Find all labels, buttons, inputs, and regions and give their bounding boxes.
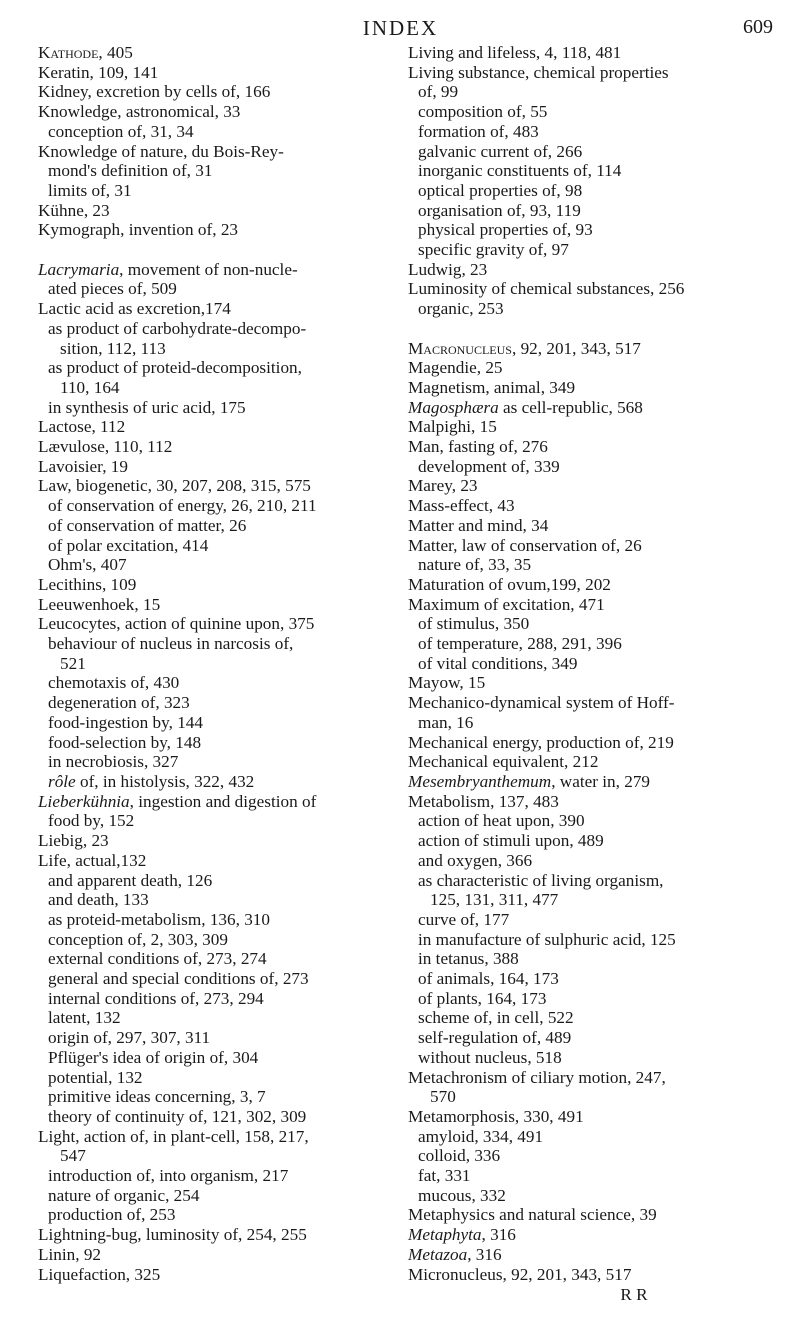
index-entry: of conservation of matter, 26 xyxy=(48,515,247,535)
index-entry: introduction of, into organism, 217 xyxy=(48,1166,289,1186)
index-entry: Metaphysics and natural science, 39 xyxy=(408,1205,657,1225)
index-entry: Lavoisier, 19 xyxy=(38,456,128,476)
index-entry: fat, 331 xyxy=(418,1166,471,1186)
index-entry: Lieberkühnia, ingestion and digestion of xyxy=(38,791,317,811)
index-entry: in manufacture of sulphuric acid, 125 xyxy=(418,929,676,949)
index-entry: primitive ideas concerning, 3, 7 xyxy=(48,1087,266,1107)
index-entry: Maximum of excitation, 471 xyxy=(408,594,605,614)
index-entry: Keratin, 109, 141 xyxy=(38,62,159,82)
index-entry: Lightning-bug, luminosity of, 254, 255 xyxy=(38,1225,307,1245)
index-entry: sition, 112, 113 xyxy=(60,338,166,358)
index-entry: Mechanico-dynamical system of Hoff- xyxy=(408,693,675,713)
index-entry: without nucleus, 518 xyxy=(418,1047,562,1067)
index-entry: Metabolism, 137, 483 xyxy=(408,791,559,811)
index-entry: Matter and mind, 34 xyxy=(408,515,549,535)
index-column-right xyxy=(408,43,780,1305)
index-entry: as product of proteid-decomposition, xyxy=(48,358,302,378)
index-entry: latent, 132 xyxy=(48,1008,121,1028)
index-entry: Law, biogenetic, 30, 207, 208, 315, 575 xyxy=(38,476,311,496)
index-entry: Lactose, 112 xyxy=(38,417,126,437)
index-entry: as proteid-metabolism, 136, 310 xyxy=(48,909,270,929)
index-entry: Metaphyta, 316 xyxy=(408,1225,516,1245)
index-entry: action of heat upon, 390 xyxy=(418,811,585,831)
index-entry: nature of organic, 254 xyxy=(48,1185,200,1205)
index-entry: ated pieces of, 509 xyxy=(48,279,177,299)
index-entry: Man, fasting of, 276 xyxy=(408,437,548,457)
index-entry: curve of, 177 xyxy=(418,909,510,929)
index-entry: Mechanical energy, production of, 219 xyxy=(408,732,674,752)
index-entry: Mechanical equivalent, 212 xyxy=(408,752,599,772)
index-entry: Lecithins, 109 xyxy=(38,574,137,594)
index-entry: Marey, 23 xyxy=(408,476,478,496)
index-entry: production of, 253 xyxy=(48,1205,176,1225)
index-entry: Metamorphosis, 330, 491 xyxy=(408,1106,584,1126)
index-entry: 521 xyxy=(60,653,86,673)
index-entry: Matter, law of conservation of, 26 xyxy=(408,535,642,555)
index-entry: galvanic current of, 266 xyxy=(418,141,583,161)
page-title: INDEX xyxy=(362,16,439,40)
index-entry: Metazoa, 316 xyxy=(408,1244,502,1264)
index-entry: action of stimuli upon, 489 xyxy=(418,831,604,851)
index-entry: Macronucleus, 92, 201, 343, 517 xyxy=(408,338,641,358)
entry-gap xyxy=(408,319,780,339)
index-entry: Magnetism, animal, 349 xyxy=(408,377,576,397)
index-entry: Life, actual,132 xyxy=(38,850,147,870)
index-entry: colloid, 336 xyxy=(418,1146,501,1166)
index-entry: limits of, 31 xyxy=(48,180,132,200)
index-entry: Mayow, 15 xyxy=(408,673,486,693)
index-entry: Light, action of, in plant-cell, 158, 217, xyxy=(38,1126,309,1146)
index-entry: 125, 131, 311, 477 xyxy=(430,890,559,910)
index-entry: Kymograph, invention of, 23 xyxy=(38,220,239,240)
index-entry: inorganic constituents of, 114 xyxy=(418,161,622,181)
page-number: 609 xyxy=(743,16,773,38)
index-entry: Pflüger's idea of origin of, 304 xyxy=(48,1047,259,1067)
index-entry: degeneration of, 323 xyxy=(48,693,190,713)
index-entry: amyloid, 334, 491 xyxy=(418,1126,544,1146)
index-entry: food by, 152 xyxy=(48,811,135,831)
index-entry: Ohm's, 407 xyxy=(48,555,127,575)
index-entry: Lacrymaria, movement of non-nucle- xyxy=(38,259,298,279)
index-entry: Linin, 92 xyxy=(38,1244,102,1264)
index-entry: behaviour of nucleus in narcosis of, xyxy=(48,634,294,654)
index-entry: of vital conditions, 349 xyxy=(418,653,578,673)
index-entry: theory of continuity of, 121, 302, 309 xyxy=(48,1106,307,1126)
entry-gap xyxy=(38,240,403,260)
index-entry: man, 16 xyxy=(418,712,474,732)
index-entry: Magendie, 25 xyxy=(408,358,503,378)
index-entry: and apparent death, 126 xyxy=(48,870,213,890)
index-entry: Lævulose, 110, 112 xyxy=(38,437,173,457)
index-entry: internal conditions of, 273, 294 xyxy=(48,988,264,1008)
index-entry: Kühne, 23 xyxy=(38,200,110,220)
index-entry: development of, 339 xyxy=(418,456,560,476)
index-entry: organic, 253 xyxy=(418,299,504,319)
index-entry: Living and lifeless, 4, 118, 481 xyxy=(408,43,622,62)
index-entry: Ludwig, 23 xyxy=(408,259,488,279)
index-entry: mucous, 332 xyxy=(418,1185,506,1205)
index-entry: Micronucleus, 92, 201, 343, 517 xyxy=(408,1264,632,1284)
index-entry: Liquefaction, 325 xyxy=(38,1264,161,1284)
index-entry: physical properties of, 93 xyxy=(418,220,593,240)
index-entry: food-ingestion by, 144 xyxy=(48,712,203,732)
index-entry: general and special conditions of, 273 xyxy=(48,969,309,989)
index-entry: of plants, 164, 173 xyxy=(418,988,547,1008)
index-entry: 570 xyxy=(430,1087,456,1107)
index-entry: of polar excitation, 414 xyxy=(48,535,209,555)
index-entry: specific gravity of, 97 xyxy=(418,240,569,260)
index-entry: Mesembryanthemum, water in, 279 xyxy=(408,772,651,791)
index-column-left xyxy=(38,43,403,1284)
index-entry: Mass-effect, 43 xyxy=(408,496,515,516)
index-entry: conception of, 31, 34 xyxy=(48,121,194,141)
index-entry: of stimulus, 350 xyxy=(418,614,530,634)
index-entry: Maturation of ovum,199, 202 xyxy=(408,574,611,594)
index-entry: Kidney, excretion by cells of, 166 xyxy=(38,82,271,102)
index-entry: organisation of, 93, 119 xyxy=(418,200,581,220)
index-entry: origin of, 297, 307, 311 xyxy=(48,1028,211,1048)
index-entry: Knowledge of nature, du Bois-Rey- xyxy=(38,141,284,161)
index-entry: mond's definition of, 31 xyxy=(48,161,213,181)
index-entry: Lactic acid as excretion,174 xyxy=(38,299,231,319)
index-entry: Metachronism of ciliary motion, 247, xyxy=(408,1067,666,1087)
index-entry: scheme of, in cell, 522 xyxy=(418,1008,574,1028)
index-entry: Kathode, 405 xyxy=(38,43,133,62)
index-entry: rôle of, in histolysis, 322, 432 xyxy=(48,772,255,791)
index-entry: optical properties of, 98 xyxy=(418,180,583,200)
index-entry: Magosphæra as cell-republic, 568 xyxy=(408,397,643,417)
signature-mark: R R xyxy=(620,1285,648,1305)
index-entry: of conservation of energy, 26, 210, 211 xyxy=(48,496,317,516)
index-entry: of temperature, 288, 291, 396 xyxy=(418,634,622,654)
index-entry: formation of, 483 xyxy=(418,121,539,141)
index-entry: of animals, 164, 173 xyxy=(418,969,559,989)
index-entry: Leeuwenhoek, 15 xyxy=(38,594,161,614)
index-entry: Liebig, 23 xyxy=(38,831,109,851)
index-entry: Malpighi, 15 xyxy=(408,417,497,437)
index-entry: self-regulation of, 489 xyxy=(418,1028,572,1048)
index-entry: chemotaxis of, 430 xyxy=(48,673,180,693)
index-entry: Living substance, chemical properties xyxy=(408,62,669,82)
index-entry: and death, 133 xyxy=(48,890,149,910)
index-entry: of, 99 xyxy=(418,82,459,102)
index-entry: and oxygen, 366 xyxy=(418,850,533,870)
index-entry: in synthesis of uric acid, 175 xyxy=(48,397,246,417)
index-entry: Knowledge, astronomical, 33 xyxy=(38,102,241,122)
index-entry: potential, 132 xyxy=(48,1067,143,1087)
page-header xyxy=(0,16,801,46)
index-entry: as product of carbohydrate-decompo- xyxy=(48,318,307,338)
index-entry: external conditions of, 273, 274 xyxy=(48,949,267,969)
index-entry: as characteristic of living organism, xyxy=(418,870,664,890)
index-entry: Leucocytes, action of quinine upon, 375 xyxy=(38,614,315,634)
index-entry: food-selection by, 148 xyxy=(48,732,202,752)
index-entry: composition of, 55 xyxy=(418,102,548,122)
index-entry: in necrobiosis, 327 xyxy=(48,752,179,772)
index-entry: conception of, 2, 303, 309 xyxy=(48,929,228,949)
index-entry: nature of, 33, 35 xyxy=(418,555,532,575)
index-entry: Luminosity of chemical substances, 256 xyxy=(408,279,685,299)
index-entry: 110, 164 xyxy=(60,377,120,397)
index-entry: 547 xyxy=(60,1146,86,1166)
index-entry: in tetanus, 388 xyxy=(418,949,519,969)
